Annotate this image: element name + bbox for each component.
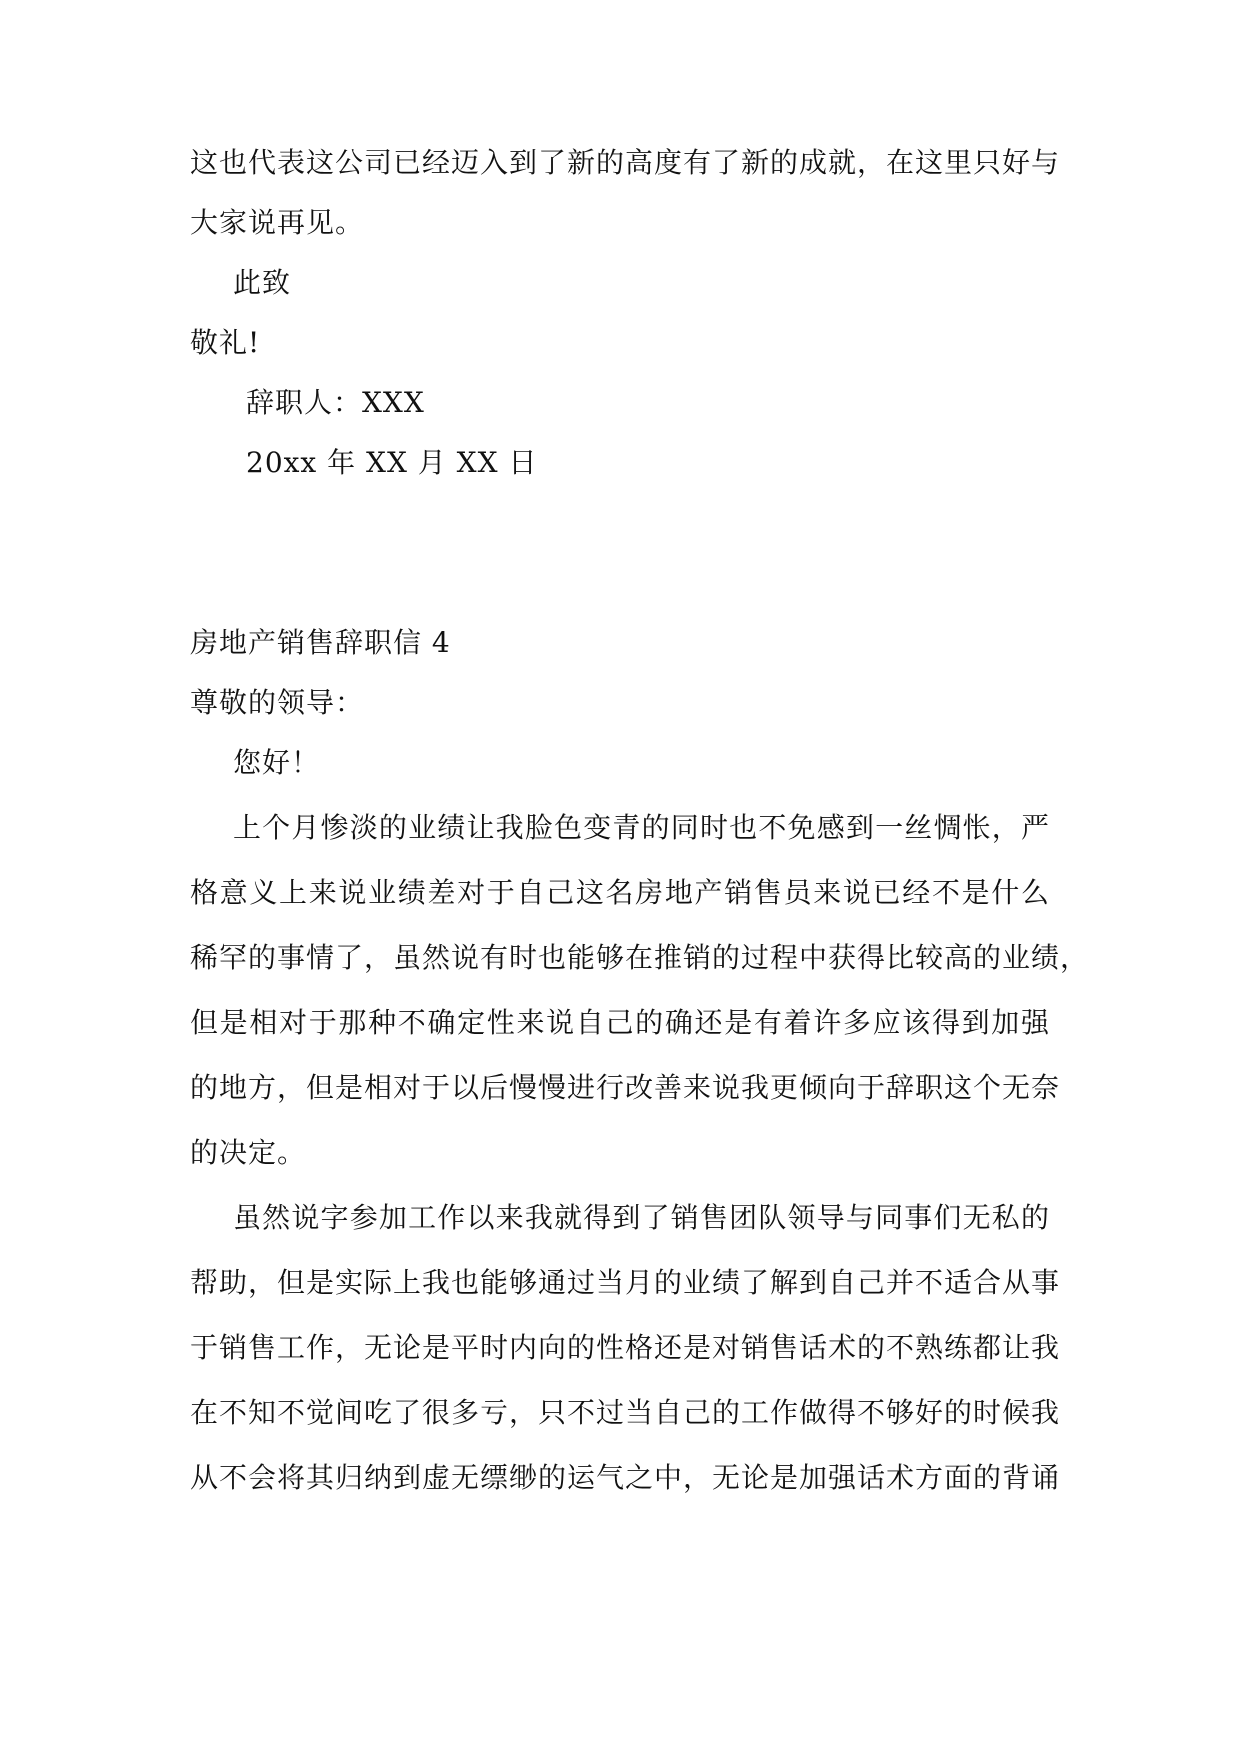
previous-letter-line-1: 这也代表这公司已经迈入到了新的高度有了新的成就，在这里只好与 [190,146,1061,179]
paragraph2-line-1: 虽然说字参加工作以来我就得到了销售团队领导与同事们无私的 [233,1201,1050,1234]
salutation: 尊敬的领导： [190,686,365,719]
paragraph2-line-2: 帮助，但是实际上我也能够通过当月的业绩了解到自己并不适合从事 [190,1266,1061,1299]
paragraph1-line-6: 的决定。 [190,1136,307,1169]
paragraph2-line-4: 在不知不觉间吃了很多亏，只不过当自己的工作做得不够好的时候我 [190,1396,1061,1429]
paragraph1-line-4: 但是相对于那种不确定性来说自己的确还是有着许多应该得到加强 [190,1006,1050,1039]
greeting: 您好！ [233,746,321,779]
paragraph2-line-3: 于销售工作，无论是平时内向的性格还是对销售话术的不熟练都让我 [190,1331,1061,1364]
letter-title: 房地产销售辞职信 4 [190,626,451,659]
closing-cizhi: 此致 [233,266,292,299]
signature: 辞职人：XXX [246,386,425,419]
date: 20xx 年 XX 月 XX 日 [246,446,538,479]
paragraph1-line-5: 的地方，但是相对于以后慢慢进行改善来说我更倾向于辞职这个无奈 [190,1071,1061,1104]
paragraph1-line-2: 格意义上来说业绩差对于自己这名房地产销售员来说已经不是什么 [190,876,1050,909]
paragraph1-line-3: 稀罕的事情了，虽然说有时也能够在推销的过程中获得比较高的业绩， [190,941,1090,974]
paragraph1-line-1: 上个月惨淡的业绩让我脸色变青的同时也不免感到一丝惆怅，严 [233,811,1050,844]
closing-jingli: 敬礼! [190,326,261,359]
paragraph2-line-5: 从不会将其归纳到虚无缥缈的运气之中，无论是加强话术方面的背诵 [190,1461,1061,1494]
previous-letter-line-2: 大家说再见。 [190,206,365,239]
